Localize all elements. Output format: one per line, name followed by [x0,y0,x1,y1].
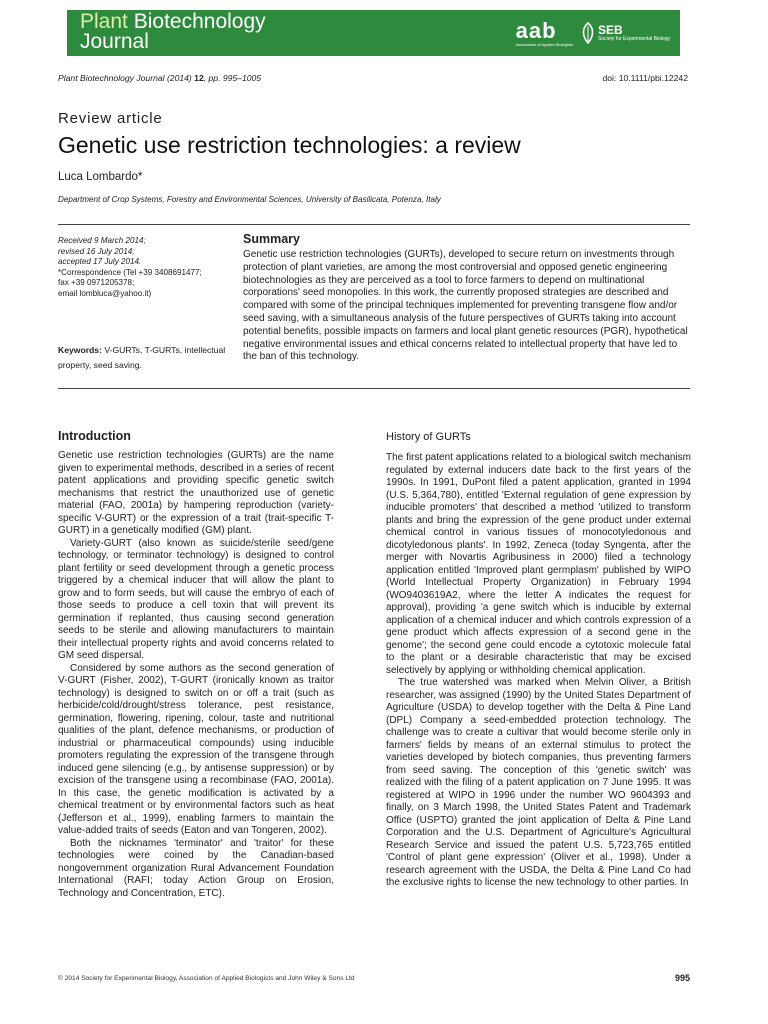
article-type: Review article [58,110,163,127]
citation [58,73,261,83]
doi[interactable]: doi: 10.1111/pbi.12242 [602,73,688,83]
intro-paragraph: Variety-GURT (also known as suicide/sterile seed/gene technology, or terminator technology) is designed to control plant fertility or seed development through a genetic process triggered by a chemical inducer that will allow the plant to grow and to form seeds, but will cause the embryo of each of those seeds to produce a cell toxin that will prevent its germination if replanted, thus causing second generation seeds to be sterile and allowing manufacturers to maintain their intellectual property rights and avoid concerns related to GM seed dispersal. [58,537,334,661]
keywords-label: Keywords: [58,345,102,355]
keywords-list: V-GURTs, T-GURTs, intellectual property, seed saving. [58,345,226,370]
intro-paragraph: Considered by some authors as the second generation of V-GURT (Fisher, 2002), T-GURT (ironically known as traitor technology) is designed to switch on or off a trait (such as herbicide/cold/drought/stress tolerance, pest resistance, germination, flowering, ripening, colour, taste and nutritional qualities of the plant, defence mechanisms, or production of industrial or pharmaceutical compounds) using inducible promoters regulating the expression of the transgene through induced gene silencing (e.g., by antisense suppression) or by excision of the transgene using a recombinase (FAO, 2001a). In this case, the genetic modification is activated by a chemical treatment or by environmental factors such as heat (Jefferson et al., 1999), enabling farmers to maintain the value-added traits of seeds (Eaton and van Tongeren, 2002). [58,662,334,836]
history-paragraph: The true watershed was marked when Melvin Oliver, a British researcher, was assigned (1990) by the United States Department of Agriculture (USDA) to develop together with the Delta & Pine Land (DPL) Company a seed-embedded protection technology. The challenge was to create a cultivar that would become sterile only in farmers' fields by means of an external stimulus to protect the varieties developed by biotech companies, thus preventing farmers from seed saving. The conception of this 'genetic switch' was realized with the filing of a patent application on 7 June 1995. It was registered at WIPO in 1996 under the number WO 9604393 and finally, on 3 March 1998, the United States Patent and Trademark Office (USPTO) granted the joint application of Delta & Pine Land Corporation and the U.S. Department of Agriculture's Agricultural Research Service and issued the patent U.S. 5,723,765 entitled 'Control of plant gene expression' (Oliver et al., 1998). Under a research agreement with the USDA, the Delta & Pine Land Co had the exclusive rights to license the new technology to other parties. In [386,677,691,888]
email[interactable]: email lombluca@yahoo.it) [58,288,152,298]
affiliation: Department of Crop Systems, Forestry and Environmental Sciences, University of Basilicata, Potenza, Italy [58,195,441,204]
citation-volume: 12 [194,73,204,83]
journal-title-word1: Plant [80,10,128,33]
intro-paragraph: Genetic use restriction technologies (GURTs) are the name given to experimental methods, described in a series of recent patent applications and providing specific genetic switch mechanisms that restrict the unauthorized use of genetic material (FAO, 2001a) by hampering reproduction (variety-specific V-GURT) or the expression of a trait (trait-specific T-GURT) in a genetically modified (GM) plant. [58,450,334,536]
seb-logo-text: SEB [598,23,623,37]
summary-heading: Summary [243,232,300,246]
history-body [386,452,691,890]
received-date: Received 9 March 2014; [58,236,146,245]
copyright: © 2014 Society for Experimental Biology, Association of Applied Biologists and John Wiley & Sons Ltd [58,975,355,982]
journal-title-word2: Biotechnology [133,10,266,33]
citation-journal: Plant Biotechnology Journal [58,73,165,83]
seb-logo-sub: Society for Experimental Biology [598,36,670,42]
journal-banner [67,10,680,56]
seb-logo [581,22,670,44]
accepted-date: accepted 17 July 2014. [58,257,142,266]
citation-pages: , pp. 995–1005 [203,73,262,83]
seb-leaf-icon [581,22,595,44]
introduction-heading: Introduction [58,429,131,443]
revised-date: revised 16 July 2014; [58,246,135,256]
author-name: Luca Lombardo* [58,171,143,183]
publisher-logos [516,18,670,48]
article-history [58,236,228,299]
summary-text: Genetic use restriction technologies (GURTs), developed to secure return on investments through protection of plant varieties, are among the most controversial and opposed genetic engineering biotechnologies as they are perceived as a tool to force farmers to depend on multinational corporations' seed monopolies. In this work, the currently proposed strategies are described and compared with some of the principal techniques implemented for preventing transgene flow and/or seed saving, with a simultaneous analysis of the future perspectives of GURTs taking into account potential benefits, possible impacts on farmers and local plant genetic resources (PGR), hypothetical negative environmental issues and ethical concerns related to intellectual property that have led to the ban of this technology. [243,249,688,363]
citation-year: (2014) [166,73,192,83]
page-number: 995 [674,973,690,983]
aab-logo-sub: Association of Applied Biologists [515,41,574,47]
aab-logo-text: aab [515,17,557,43]
journal-title-line2: Journal [80,30,149,53]
aab-logo [515,17,574,47]
journal-title [80,12,266,52]
fax: fax +39 0971205378; [58,278,135,287]
introduction-body [58,450,334,900]
history-heading: History of GURTs [386,431,471,443]
intro-paragraph: Both the nicknames 'terminator' and 'traitor' for these technologies were coined by the Canadian-based nongovernment organization Rural Advancement Foundation International (RAFI; today Action Group on Erosion, Technology and Concentration, ETC). [58,837,334,899]
divider-bottom [58,388,690,389]
keywords [58,343,228,373]
correspondence: *Correspondence (Tel +39 3408691477; [58,267,202,277]
divider-top [58,224,690,225]
history-paragraph: The first patent applications related to a biological switch mechanism regulated by external inducers date back to the first years of the 1990s. In 1991, DuPont filed a patent application, granted in 1994 (U.S. 5,364,780), entitled 'External regulation of gene expression by inducible promoters' that described a method 'utilized to transform plants and bring the expression of the gene product under external chemical control in various tissues of monocotyledonous and dicotyledonous plants'. In 1992, Zeneca (today Syngenta, after the merger with Novartis Agribusiness in 2000) filed a technology application entitled 'Improved plant germplasm' published by WIPO (World Intellectual Property Organization) in February 1994 (WO9403619A2, where the letter A indicates the request for approval), providing 'a gene switch which is inducible by external application of a chemical inducer and which controls expression of a gene product which affects expression of a second gene in the genome'; the second gene could encode a cytotoxic molecule fatal to the plant or a desirable characteristic that may be excised selectively by applying or withholding chemical application. [386,452,691,676]
article-title: Genetic use restriction technologies: a review [58,132,521,158]
